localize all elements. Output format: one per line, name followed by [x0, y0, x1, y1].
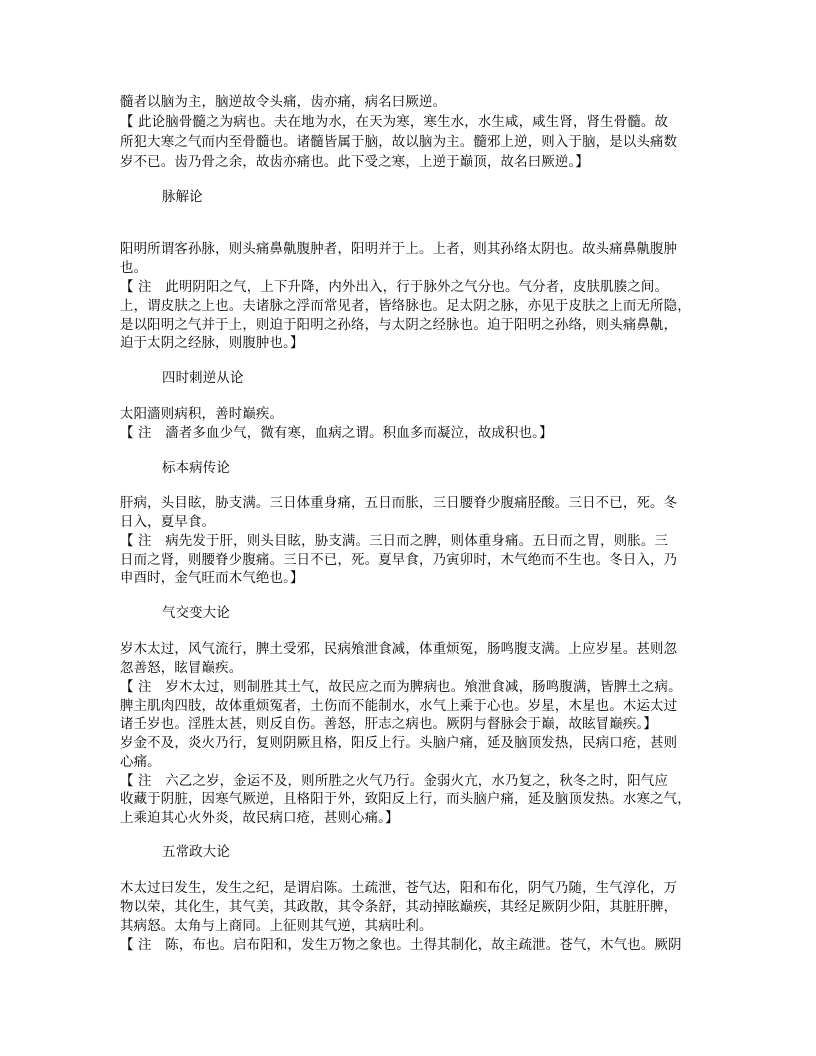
text-line: 岁木太过，风气流行，脾土受邪，民病飧泄食减，体重烦冤，肠鸣腹支满。上应岁星。甚则忽 [120, 642, 678, 657]
section-heading: 标本病传论 [162, 461, 230, 476]
annotation-line: 【 注 岁木太过，则制胜其土气，故民应之而为脾病也。飧泄食减，肠鸣腹满，皆脾土之病。 [120, 680, 682, 695]
section-heading: 四时刺逆从论 [162, 371, 244, 386]
annotation-line: 迫于太阴之经脉，则腹肿也。】 [120, 336, 304, 351]
text-line: 心痛。 [120, 755, 161, 770]
text-line: 太阳濇则病积，善时巅疾。 [120, 407, 284, 422]
annotation-line: 收藏于阴脏，因寒气厥逆，且格阳于外，致阳反上行，而头脑户痛，延及脑顶发热。水寒之气， [120, 792, 691, 807]
text-line: 其病怒。太角与上商同。上征则其气逆，其病吐利。 [120, 919, 433, 934]
annotation-line: 【 注 六乙之岁，金运不及，则所胜之火气乃行。金弱火亢，水乃复之，秋冬之时，阳气应 [120, 774, 669, 789]
section-heading: 气交变大论 [162, 606, 230, 621]
annotation-line: 申酉时，金气旺而木气绝也。】 [120, 571, 304, 586]
annotation-line: 是以阳明之气并于上，则迫于阳明之孙络，与太阴之经脉也。迫于阳明之孙络，则头痛鼻鼽， [120, 318, 678, 333]
text-line: 忽善怒，眩冒巅疾。 [120, 661, 243, 676]
annotation-line: 【 注 陈，布也。启布阳和，发生万物之象也。土得其制化，故主疏泄。苍气，木气也。厥阴 [120, 938, 682, 953]
text-line: 岁金不及，炎火乃行，复则阴厥且格，阳反上行。头脑户痛，延及脑顶发热，民病口疮，甚则 [120, 736, 678, 751]
text-line: 髓者以脑为主，脑逆故令头痛，齿亦痛，病名曰厥逆。 [120, 95, 447, 110]
text-line: 肝病，头目眩，胁支满。三日体重身痛，五日而胀，三日腰脊少腹痛胫酸。三日不已，死。冬 [120, 496, 678, 511]
text-line: 物以荣，其化生，其气美，其政散，其令条舒，其动掉眩巅疾，其经足厥阴少阳，其脏肝脾， [120, 900, 678, 915]
text-line: 日入，夏早食。 [120, 515, 216, 530]
annotation-line: 脾主肌肉四肢，故体重烦冤者，土伤而不能制水，水气上乘于心也。岁星，木星也。木运太过 [120, 699, 678, 714]
annotation-line: 【 注 病先发于肝，则头目眩，胁支满。三日而之脾，则体重身痛。五日而之胃，则胀。三 [120, 534, 669, 549]
annotation-line: 上，谓皮肤之上也。夫诸脉之浮而常见者，皆络脉也。足太阴之脉，亦见于皮肤之上而无所隐， [120, 299, 691, 314]
text-line: 也。 [120, 261, 148, 276]
annotation-line: 【 注 此明阴阳之气，上下升降，内外出入，行于脉外之气分也。气分者，皮肤肌腠之间。 [120, 280, 669, 295]
section-heading: 五常政大论 [162, 845, 230, 860]
annotation-line: 【 注 濇者多血少气，微有寒，血病之谓。积血多而凝泣，故成积也。】 [120, 426, 553, 441]
section-heading: 脉解论 [162, 190, 203, 205]
text-line: 阳明所谓客孙脉，则头痛鼻鼽腹肿者，阳明并于上。上者，则其孙络太阴也。故头痛鼻鼽腹肿 [120, 242, 678, 257]
annotation-line: 日而之肾，则腰脊少腹痛。三日不已，死。夏早食，乃寅卯时，木气绝而不生也。冬日入，乃 [120, 553, 678, 568]
annotation-line: 【 此论脑骨髓之为病也。夫在地为水，在天为寒，寒生水，水生咸，咸生肾，肾生骨髓。故 [120, 115, 669, 130]
annotation-line: 岁不已。齿乃骨之余，故齿亦痛也。此下受之寒，上逆于巅顶，故名曰厥逆。】 [120, 155, 589, 170]
annotation-line: 上乘迫其心火外炎，故民病口疮，甚则心痛。】 [120, 811, 399, 826]
annotation-line: 所犯大寒之气而内至骨髓也。诸髓皆属于脑，故以脑为主。髓邪上逆，则入于脑，是以头痛数 [120, 135, 678, 150]
annotation-line: 诸壬岁也。淫胜太甚，则反自伤。善怒，肝志之病也。厥阴与督脉会于巅，故眩冒巅疾。】 [120, 717, 657, 732]
text-line: 木太过曰发生，发生之纪，是谓启陈。土疏泄，苍气达，阳和布化，阴气乃随，生气淳化，万 [120, 881, 678, 896]
